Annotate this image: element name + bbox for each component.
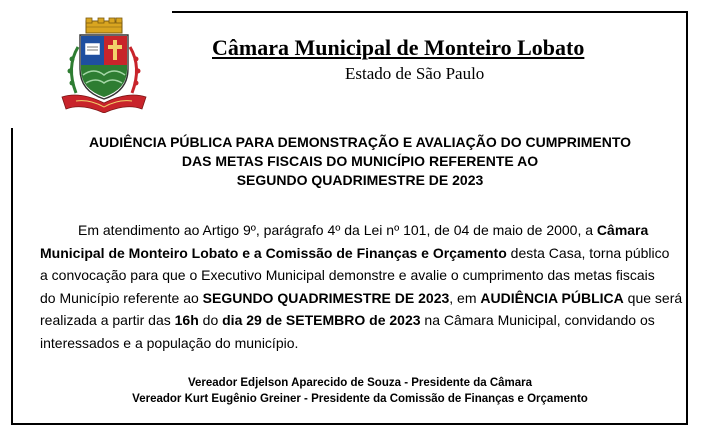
heading-line: DAS METAS FISCAIS DO MUNICÍPIO REFERENTE AO (181, 153, 539, 169)
frame-bottom-border (11, 423, 688, 425)
body-text: a convocação para que o Executivo Municipal demonstre e avalie o cumprimento das metas fiscais (40, 267, 655, 283)
body-bold-text: Câmara (596, 222, 649, 238)
body-bold-text: 16h (174, 312, 199, 328)
heading-line: SEGUNDO QUADRIMESTRE DE 2023 (236, 172, 484, 188)
page-title: Câmara Municipal de Monteiro Lobato (212, 35, 585, 60)
body-text: desta Casa, torna público (506, 244, 670, 261)
body-text: Em atendimento ao Artigo 9º, parágrafo 4º da Lei nº 101, de 04 de maio de 2000, a (78, 222, 597, 238)
body-line (40, 287, 683, 310)
body-text: , em (449, 289, 481, 306)
body-line (40, 219, 680, 242)
body-text: do Município referente ao (40, 289, 203, 306)
body-text: realizada a partir das (40, 312, 175, 328)
signature-block (40, 375, 680, 407)
heading-line: AUDIÊNCIA PÚBLICA PARA DEMONSTRAÇÃO E AVALIAÇÃO DO CUMPRIMENTO (88, 134, 632, 150)
body-line (40, 309, 680, 332)
body-bold-text: AUDIÊNCIA PÚBLICA (480, 289, 624, 306)
notice-heading (40, 133, 680, 190)
body-bold-text: SEGUNDO QUADRIMESTRE DE 2023 (202, 289, 450, 306)
frame-right-border (686, 11, 688, 423)
body-text: que será (623, 289, 683, 306)
signature-line: Vereador Edjelson Aparecido de Souza - Presidente da Câmara (187, 377, 533, 389)
body-line (40, 242, 680, 265)
body-bold-text: Municipal de Monteiro Lobato e a Comissão de Finanças e Orçamento (40, 244, 507, 261)
body-text: do (198, 312, 223, 328)
body-line (40, 332, 680, 355)
signature-line: Vereador Kurt Eugênio Greiner - Presidente da Comissão de Finanças e Orçamento (132, 393, 588, 405)
page-subtitle: Estado de São Paulo (345, 64, 485, 83)
frame-left-border (11, 128, 13, 424)
frame-top-border (172, 11, 687, 13)
notice-body (40, 219, 683, 354)
coat-of-arms-icon (56, 17, 152, 113)
body-bold-text: dia 29 de SETEMBRO de 2023 (222, 312, 421, 328)
body-text: interessados e a população do município. (40, 334, 299, 351)
body-text: na Câmara Municipal, convidando os (420, 312, 655, 328)
body-line (40, 264, 680, 287)
